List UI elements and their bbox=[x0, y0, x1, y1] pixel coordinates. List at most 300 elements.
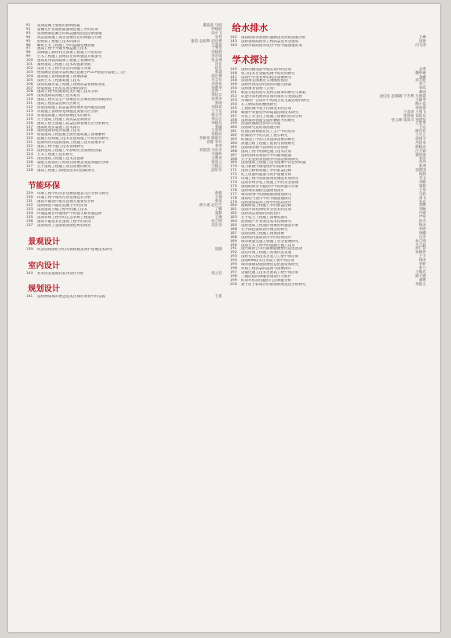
page-number: 172 bbox=[230, 172, 237, 177]
page-number: 167 bbox=[230, 152, 237, 157]
article-title: 道路桥梁工程施工中的质量控制 bbox=[241, 204, 292, 208]
article-author: 王兆琴 bbox=[415, 121, 426, 126]
page-number: 160 bbox=[230, 125, 237, 130]
page-number: 135 bbox=[26, 214, 33, 219]
page-number: 106 bbox=[26, 81, 33, 86]
toc-left-column bbox=[26, 24, 222, 299]
article-title: 浅析绿色节能在混凝土中的应用 bbox=[37, 204, 88, 208]
article-title: 浅谈养生图案在人物画的运用 bbox=[241, 79, 288, 83]
article-title: 浅析土木工程建筑施工技术 bbox=[37, 78, 81, 82]
article-author: 胡正俊 bbox=[211, 73, 222, 78]
article-title: 浅析财务管理《卫易》 bbox=[241, 87, 277, 91]
article-author: 邹建国 bbox=[415, 168, 426, 173]
page-number: 179 bbox=[230, 199, 237, 204]
article-author: 刘宏伟 bbox=[211, 222, 222, 227]
page-number: 181 bbox=[230, 207, 237, 212]
article-author: 李建华 bbox=[211, 85, 222, 90]
article-author: 马文东 bbox=[211, 77, 222, 82]
article-title: 浅析市政给排水设计中的节能措施应用 bbox=[241, 43, 303, 47]
page-number: 166 bbox=[230, 148, 237, 153]
article-author: 邓辉 bbox=[418, 203, 426, 208]
article-title: 管棚支护在地铁隧道暗挖施工中的应用 bbox=[37, 27, 99, 31]
article-author: 聂思源 bbox=[415, 152, 426, 157]
article-title: 使用满足管道安装机械在混凝土PCCP管道安装施工工法 bbox=[37, 70, 126, 74]
article-author: 张涛 bbox=[418, 164, 426, 169]
page-number: 145 bbox=[230, 66, 237, 71]
article-author: 王金凤 bbox=[211, 128, 222, 133]
article-author: 邱琼 bbox=[418, 38, 426, 43]
page-number: 136 bbox=[26, 218, 33, 223]
article-author: 吕桂华 bbox=[415, 140, 426, 145]
page-number: 200 bbox=[230, 281, 237, 286]
article-author: 张爱云 bbox=[211, 159, 222, 164]
page-number: 125 bbox=[26, 155, 33, 160]
article-author: 胡康 bbox=[214, 246, 222, 251]
article-title: 浅谈土木工程中的混凝土施工技术 bbox=[241, 243, 295, 247]
article-title: 浅谈建筑装饰施工技术要点 bbox=[37, 94, 81, 98]
article-title: 简析建筑工程施工技术的创新发展 bbox=[37, 63, 91, 67]
article-author: 徐璐 bbox=[418, 230, 426, 235]
article-title: 市政工程质量的监督与管理探讨 bbox=[241, 266, 292, 270]
article-title: 电力系统中继电保护的故障分析 bbox=[241, 165, 292, 169]
page-number: 100 bbox=[26, 58, 33, 63]
page-number: 150 bbox=[230, 86, 237, 91]
article-title: 房屋建筑施工质量监督管理常见问题及措施 bbox=[37, 106, 106, 110]
article-author: 张明 bbox=[214, 101, 222, 106]
page-number: 154 bbox=[230, 101, 237, 106]
page-number: 94 bbox=[26, 34, 31, 39]
article-title: 机械加工中的刀具选择及使用研究 bbox=[241, 138, 295, 142]
article-author: 陈天媛 bbox=[415, 273, 426, 278]
article-title: 浅析动画电影中镜头设计的应用 bbox=[241, 67, 292, 71]
toc-entry[interactable] bbox=[26, 224, 222, 228]
article-title: 建筑工程中的深基坑支护施工技术分析 bbox=[37, 90, 99, 94]
article-title: 论桥梁工程施工技术的探讨 bbox=[37, 39, 81, 43]
page-number: 196 bbox=[230, 265, 237, 270]
toc-entry[interactable] bbox=[230, 44, 426, 48]
article-author: 孙立明 bbox=[211, 218, 222, 223]
article-author: 高飞 bbox=[418, 195, 426, 200]
article-author: 陶士春 bbox=[415, 101, 426, 106]
article-author: 张力 bbox=[418, 265, 426, 270]
article-author: 刘秀华 bbox=[211, 97, 222, 102]
page-number: 192 bbox=[230, 250, 237, 255]
article-author: 李鸣 bbox=[418, 86, 426, 91]
article-author: 闫飞涛 bbox=[415, 42, 426, 47]
page-number: 130 bbox=[26, 195, 33, 200]
article-title: 浅谈BIM技术在市政工程中的应用 bbox=[241, 259, 295, 263]
page-number: 142 bbox=[230, 35, 237, 39]
page-number: 157 bbox=[230, 113, 237, 118]
article-title: 城市基础设施管理信息化建设的研究 bbox=[241, 263, 299, 267]
article-author: 李会会 bbox=[211, 116, 222, 121]
toc-entry[interactable] bbox=[26, 272, 222, 276]
article-title: 浅析现代建筑设计中的结构设计 bbox=[241, 235, 292, 239]
article-author: 乔橙 李东 bbox=[206, 140, 222, 145]
article-title: 三级医院的绿地景观设计与维护 bbox=[241, 274, 292, 278]
article-title: 房屋建筑工程混凝土除些建筑施工管理解析 bbox=[37, 133, 106, 137]
article-title: 论如何有效提高建筑工程施工技术管理水平 bbox=[37, 141, 106, 145]
article-title: 建筑室内装饰装修工程施工管理研究 bbox=[37, 59, 95, 63]
article-author: 王沁 bbox=[418, 125, 426, 130]
article-author: 乔玉 bbox=[418, 176, 426, 181]
article-title: 浅析城市轨道交通车辆防火的研究 bbox=[241, 118, 295, 122]
page-number: 170 bbox=[230, 164, 237, 169]
article-author: 王朝华 bbox=[415, 97, 426, 102]
article-title: 机动车机动性能的几点问题分析 bbox=[241, 278, 292, 282]
article-title: 智能化施工技术在建筑工程中的应用 bbox=[241, 270, 299, 274]
article-author: 黄尚 bbox=[418, 90, 426, 95]
article-title: 关于电力工程施工管理的探讨 bbox=[241, 216, 288, 220]
page-number: 112 bbox=[26, 105, 33, 110]
article-author: 李晓东 bbox=[211, 120, 222, 125]
article-author: 王力龙 bbox=[211, 108, 222, 113]
article-title: 建筑节能技术在建筑工程中的应用 bbox=[37, 219, 91, 223]
article-title: 职业学院机电专业教学改革的研究与探索 bbox=[241, 91, 306, 95]
article-title: 高层建筑施工项目管理存在的问题与对策 bbox=[37, 35, 102, 39]
article-title: 浅谈城市燃气管网的安全管理 bbox=[241, 145, 288, 149]
section-spacer bbox=[26, 172, 222, 178]
article-title: 建筑工程安全生产管理及安全事故预防策略探讨 bbox=[37, 98, 113, 102]
article-title: 环保工程中的污水处理措施及方法分析与研究 bbox=[37, 192, 109, 196]
article-author: 韩冰 bbox=[418, 222, 426, 227]
article-title: 浅谈园林工程施工现场管理 bbox=[241, 231, 285, 235]
article-title: 浅析建筑给排水工程质量及安全建筑 bbox=[241, 39, 299, 43]
page-number: 131 bbox=[26, 199, 33, 204]
article-author: 陈宜仲 bbox=[415, 129, 426, 134]
article-author: 周小飞 bbox=[211, 30, 222, 35]
page-number: 121 bbox=[26, 140, 33, 145]
article-title: 土木工程施工技术研究 bbox=[37, 152, 73, 156]
page-number: 168 bbox=[230, 156, 237, 161]
article-title: 房屋建筑施工现场管理技术的研究 bbox=[37, 113, 91, 117]
page-number: 114 bbox=[26, 112, 33, 117]
article-title: 浅析建筑工程施工中影响安全管理的因素 bbox=[37, 149, 102, 152]
article-author: 颜小建 赵巧芝 bbox=[199, 203, 222, 208]
article-author: 刘畅 bbox=[418, 207, 426, 212]
article-title: 浅析城市道路交通规划设计 bbox=[241, 188, 285, 192]
article-title: 柴油中采暴型冷却装置控制技术研究 bbox=[241, 110, 299, 114]
article-title: 城市轨道交通工程施工安全管理研究 bbox=[241, 239, 299, 243]
page-number: 171 bbox=[230, 168, 237, 173]
page-number: 158 bbox=[230, 117, 237, 122]
article-title: 建筑节能设计要点及相关重要性分析 bbox=[37, 200, 95, 204]
page-number: 116 bbox=[26, 120, 33, 125]
article-title: 浅议环境工程施工的现状及发展 bbox=[241, 251, 292, 255]
page-number: 127 bbox=[26, 163, 33, 168]
article-title: 建筑工程中外墙外保温施工技术 bbox=[37, 47, 88, 51]
section-heading: 学术探讨 bbox=[232, 55, 269, 66]
page-number: 134 bbox=[26, 210, 33, 215]
page-number: 124 bbox=[26, 151, 33, 156]
article-author: 孙仁智 bbox=[415, 246, 426, 251]
toc-entry[interactable] bbox=[26, 248, 222, 252]
section-heading: 给水排水 bbox=[232, 24, 269, 34]
page-number: 149 bbox=[230, 82, 237, 87]
section-heading: 节能环保 bbox=[28, 181, 60, 191]
page-number: 144 bbox=[230, 42, 237, 47]
article-title: 解析土木工程施工中的裂缝处理措施 bbox=[37, 43, 95, 47]
article-author: 孟庆一 bbox=[211, 89, 222, 94]
page-number: 162 bbox=[230, 133, 237, 138]
article-author: 魏军峰 bbox=[415, 70, 426, 75]
article-author: 张鹤 bbox=[214, 191, 222, 196]
article-title: 基于粒子群算法的系统系统受控分析研究 bbox=[241, 282, 306, 286]
article-author: 杨晨 bbox=[418, 172, 426, 177]
page-number: 173 bbox=[230, 176, 237, 181]
page-number: 117 bbox=[26, 124, 33, 129]
article-author: 高峰 bbox=[418, 74, 426, 79]
article-title: 建筑工程质量控制方法研究 bbox=[37, 102, 81, 106]
page-number: 177 bbox=[230, 191, 237, 196]
article-author: 王伟 bbox=[418, 187, 426, 192]
page-number: 183 bbox=[230, 215, 237, 220]
article-title: 浅析园林景观设计中的植物配置 bbox=[241, 153, 292, 157]
article-title: 浅谈钢筋混凝土结构裂缝成因及控制措施 bbox=[37, 31, 102, 35]
page-number: 148 bbox=[230, 78, 237, 83]
article-author: 迟佳 bbox=[214, 62, 222, 67]
article-title: 论房地产开发项目成本控制研究 bbox=[241, 220, 292, 224]
article-author: 罗晓波 bbox=[211, 26, 222, 31]
article-title: 关于建筑工程施工项目管理的研究 bbox=[37, 164, 91, 168]
article-author: 赵友 bbox=[214, 65, 222, 70]
page-number: 118 bbox=[26, 128, 33, 133]
article-title: 木工钢结构的聚焦研究 bbox=[241, 102, 277, 106]
article-author: 张立峰 梁凤平 李建军 bbox=[391, 117, 426, 122]
article-author: 颜晓亮 bbox=[415, 144, 426, 149]
article-author: 邵东东 bbox=[211, 167, 222, 172]
page-number: 189 bbox=[230, 238, 237, 243]
page-number: 193 bbox=[230, 254, 237, 259]
toc-entry[interactable] bbox=[26, 169, 222, 173]
article-author: 张金城 bbox=[211, 58, 222, 63]
article-title: 浅析建筑机电安装施工技术 bbox=[37, 129, 81, 133]
article-author: 李振文 bbox=[415, 281, 426, 286]
article-title: 浅析无人机技术在电力工程中的应用 bbox=[241, 255, 299, 259]
page-number: 93 bbox=[26, 30, 31, 35]
page-number: 99 bbox=[26, 54, 31, 59]
article-title: 环境工程中固体废物处理技术的研究 bbox=[241, 177, 299, 181]
page-number: 165 bbox=[230, 144, 237, 149]
page-number: 123 bbox=[26, 148, 33, 152]
article-title: 化工设备的腐蚀与防护措施分析 bbox=[241, 173, 292, 177]
article-title: 工程机械中电子控制技术的应用 bbox=[241, 106, 292, 110]
article-author: 刘林祥 bbox=[211, 105, 222, 110]
page-number: 178 bbox=[230, 195, 237, 200]
article-title: 浅析公路桥梁施工中的质量控制 bbox=[241, 169, 292, 173]
article-title: 建筑电气设计中的节能措施探讨 bbox=[241, 196, 292, 200]
page-number: 195 bbox=[230, 262, 237, 267]
article-title: 建筑工程中施工技术管理研究 bbox=[37, 145, 84, 149]
page-number: 102 bbox=[26, 65, 33, 70]
article-author: 李新伟 陈振宏 bbox=[199, 136, 222, 141]
article-author: 马瑞岭 bbox=[211, 151, 222, 156]
page-number: 91 bbox=[26, 23, 31, 27]
article-title: 美术馆类建筑的室内设计分析 bbox=[37, 271, 84, 275]
article-title: 对网络广告设计中传统文化元素运用的研究 bbox=[241, 98, 310, 102]
article-author: 王春青 王国飞 bbox=[403, 109, 426, 114]
page-number: 180 bbox=[230, 203, 237, 208]
page-number: 141 bbox=[26, 294, 33, 299]
article-title: 土木工程施工管理存在的问题及对策探究 bbox=[37, 55, 102, 59]
article-author: 王明浩 bbox=[415, 269, 426, 274]
page-number: 137 bbox=[26, 222, 33, 227]
page-number: 169 bbox=[230, 160, 237, 165]
article-title: 城市规划中的绿地系统规划研究 bbox=[241, 192, 292, 196]
article-title: 浅谈中小型水库的防洪管理研究 bbox=[241, 75, 292, 79]
article-author: 王峰 bbox=[418, 35, 426, 39]
page-number: 190 bbox=[230, 242, 237, 247]
article-author: 刘国进 马东洋 bbox=[199, 148, 222, 152]
article-title: 浅析海绵城市理念及其在城市规划中的实践 bbox=[37, 295, 106, 299]
page-number: 197 bbox=[230, 269, 237, 274]
page-number: 128 bbox=[26, 167, 33, 172]
page-number: 182 bbox=[230, 211, 237, 216]
section-spacer bbox=[230, 48, 426, 54]
article-author: 李婷 bbox=[418, 226, 426, 231]
page-number: 111 bbox=[26, 101, 33, 106]
article-author: 王春伟 bbox=[211, 42, 222, 47]
page-number: 115 bbox=[26, 116, 33, 121]
article-title: 高速公路工程施工建设与管理研究 bbox=[241, 141, 295, 145]
page-number: 139 bbox=[26, 246, 33, 251]
article-title: 风景园林绿化中的大树移栽及养护管理技术研究 bbox=[37, 247, 113, 251]
article-author: 韩沐 bbox=[418, 258, 426, 263]
article-author: 王宇 bbox=[418, 254, 426, 259]
article-title: 浅谈研究及防治措施分析 bbox=[241, 126, 281, 130]
article-title: 房屋建筑土的压实度控制的探讨 bbox=[37, 86, 88, 90]
page-number: 98 bbox=[26, 50, 31, 55]
page-number: 120 bbox=[26, 136, 33, 141]
article-author: 张国荣 刘伟东 bbox=[403, 113, 426, 118]
toc-entry[interactable] bbox=[230, 283, 426, 287]
article-author: 周磊 bbox=[418, 183, 426, 188]
page-number: 132 bbox=[26, 203, 33, 208]
section-spacer bbox=[26, 228, 222, 234]
article-author: 冯丹 bbox=[418, 160, 426, 165]
article-title: 建筑施工管理创新施工管理探索 bbox=[37, 74, 88, 78]
page-number: 129 bbox=[26, 191, 33, 196]
article-author: 李兰 bbox=[418, 82, 426, 87]
article-title: 浅谈计算机网络安全技术的应用 bbox=[241, 208, 292, 212]
page-number: 185 bbox=[230, 222, 237, 227]
article-title: 提升政府公共行政职能流程信息化建设 bbox=[241, 247, 303, 251]
page-number: 105 bbox=[26, 77, 33, 82]
page-number: 164 bbox=[230, 140, 237, 145]
article-title: 浅析建筑装饰工程中的色彩设计 bbox=[241, 200, 292, 204]
page-number: 161 bbox=[230, 129, 237, 134]
article-author: 朱晓东 bbox=[211, 132, 222, 137]
article-title: 仪表控制系统在化工生产中的应用 bbox=[241, 130, 295, 134]
page-number: 133 bbox=[26, 207, 33, 212]
article-author: 汪洋 bbox=[418, 234, 426, 239]
article-author: 杨文杰 bbox=[211, 112, 222, 117]
toc-entry[interactable] bbox=[26, 295, 222, 299]
article-author: 许强 bbox=[418, 211, 426, 216]
article-title: 浅析民营经济的现状问题与探索 bbox=[241, 83, 292, 87]
page-number: 109 bbox=[26, 93, 33, 98]
article-author: 宋佳 bbox=[418, 199, 426, 204]
article-author: 丁鹏 bbox=[214, 207, 222, 212]
article-author: 乔进伟 bbox=[211, 81, 222, 86]
article-title: 园林施工新材料在园林工程施工中的应用 bbox=[37, 51, 102, 55]
page bbox=[8, 4, 440, 632]
article-title: 浅析建筑工程造价管理的问题及对策 bbox=[241, 223, 299, 227]
article-author: 张国平 bbox=[415, 137, 426, 142]
article-title: 建筑机电安装施工技术探讨 bbox=[37, 125, 81, 129]
article-author: 王娟 bbox=[214, 195, 222, 200]
page-number: 103 bbox=[26, 69, 33, 74]
article-author: 李梦 bbox=[418, 262, 426, 267]
article-author: 丁秀龙 bbox=[211, 46, 222, 51]
toc-right-column bbox=[230, 22, 426, 286]
article-author: 孙立明 bbox=[415, 238, 426, 243]
article-author: 张阔 bbox=[214, 124, 222, 129]
article-author: 王天立 bbox=[415, 133, 426, 138]
article-title: 建筑工程土建施工质量控制管理方法分析研究 bbox=[37, 121, 109, 125]
article-author: 张云信 bbox=[211, 270, 222, 275]
article-author: 汪天颖 bbox=[415, 148, 426, 153]
page-number: 92 bbox=[26, 26, 31, 31]
article-author: 周静 bbox=[214, 210, 222, 215]
article-author: 项卫联 bbox=[415, 78, 426, 83]
page-number: 186 bbox=[230, 226, 237, 231]
article-author: 李桂芬 bbox=[211, 93, 222, 98]
page-number: 153 bbox=[230, 97, 237, 102]
article-title: 装配式建筑的工程项目管理及发展问题的分析 bbox=[37, 160, 109, 164]
article-author: 李雪 bbox=[418, 156, 426, 161]
page-number: 104 bbox=[26, 73, 33, 78]
article-author: 文俊英 bbox=[211, 155, 222, 160]
page-number: 119 bbox=[26, 132, 33, 137]
page-number: 147 bbox=[230, 74, 237, 79]
article-title: 浅谈建筑工程施工技术管理中存在的问题 bbox=[241, 161, 306, 165]
article-title: 建筑工程施工管理及技术的创新探究 bbox=[37, 168, 95, 172]
article-title: 环境工程中城市污水处理技术分析 bbox=[37, 196, 91, 200]
page-number: 174 bbox=[230, 180, 237, 184]
page-number: 194 bbox=[230, 258, 237, 263]
section-spacer bbox=[26, 252, 222, 258]
article-title: 试论计算机教育应用的现状与发展趋势 bbox=[241, 95, 303, 99]
article-author: 吴晓莉 bbox=[211, 50, 222, 55]
article-title: 浅谈混凝土强度的影响因素 bbox=[37, 24, 81, 27]
page-number: 146 bbox=[230, 70, 237, 75]
page-number: 101 bbox=[26, 62, 33, 67]
page-number: 155 bbox=[230, 105, 237, 110]
article-author: 李伟强 bbox=[415, 105, 426, 110]
article-author: 董晶晶 马丽 bbox=[202, 23, 222, 27]
page-number: 156 bbox=[230, 109, 237, 114]
page-number: 184 bbox=[230, 219, 237, 224]
article-title: 浅谈电梯安装工程施工现场质量管理标准化 bbox=[37, 82, 106, 86]
article-title: 浅谈土木工程中存在的问题与对策 bbox=[37, 66, 91, 70]
article-title: 浅议建筑工程施工技术及创新 bbox=[37, 156, 84, 160]
article-title: 关于企业财务管理中内部控制的研究 bbox=[241, 157, 299, 161]
page-number: 107 bbox=[26, 85, 33, 90]
article-title: 建筑给排水节能设计中的问题与对策 bbox=[241, 184, 299, 188]
page-number: 198 bbox=[230, 273, 237, 278]
page-number: 122 bbox=[26, 144, 33, 149]
section-spacer bbox=[26, 275, 222, 281]
page-number: 191 bbox=[230, 246, 237, 251]
article-author: 吴昊 bbox=[214, 34, 222, 39]
page-number: 140 bbox=[26, 270, 33, 275]
article-author: 夏浩 包裕辉 赵佳俊 bbox=[190, 38, 222, 43]
article-title: 关于建筑工程施工的质量控制探讨 bbox=[37, 117, 91, 121]
page-number: 97 bbox=[26, 46, 31, 51]
page-number: 199 bbox=[230, 277, 237, 282]
article-author: 王涵 bbox=[214, 214, 222, 219]
